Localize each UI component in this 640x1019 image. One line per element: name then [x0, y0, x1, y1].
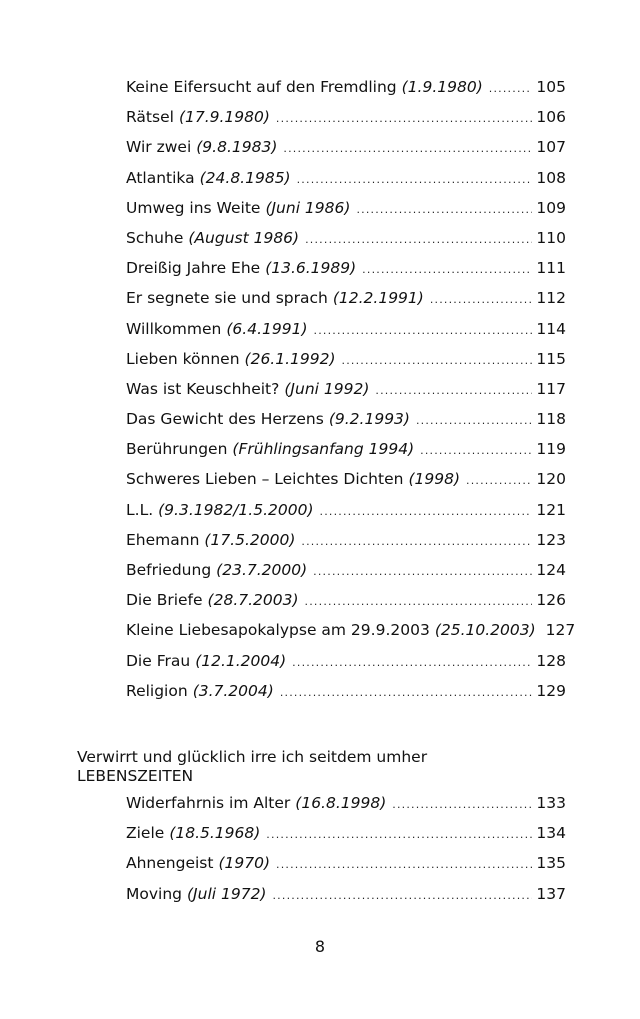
- toc-entry: [126, 78, 566, 108]
- entry-page-number: 119: [536, 440, 566, 459]
- section-heading: [77, 748, 577, 786]
- entry-date: (August 1986): [188, 228, 300, 247]
- toc-list-second: [126, 794, 566, 915]
- dot-leader: [305, 233, 532, 246]
- entry-date: (1970): [218, 854, 270, 873]
- toc-entry: [126, 854, 566, 884]
- dot-leader: [297, 173, 533, 186]
- entry-date: (24.8.1985): [199, 168, 291, 187]
- dot-leader: [416, 414, 532, 427]
- entry-page-number: 133: [536, 794, 566, 812]
- toc-entry: [126, 824, 566, 854]
- entry-date: (28.7.2003): [207, 591, 299, 610]
- entry-date: (17.9.1980): [178, 108, 270, 127]
- entry-title: Was ist Keuschheit?: [126, 379, 280, 398]
- toc-entry: [126, 259, 566, 289]
- entry-page-number: 107: [536, 138, 566, 157]
- entry-page-number: 123: [536, 530, 566, 549]
- section-subtitle: Verwirrt und glücklich irre ich seitdem umher: [77, 748, 428, 766]
- toc-entry: [126, 108, 566, 138]
- entry-title: Die Briefe: [126, 591, 203, 610]
- entry-page-number: 105: [536, 78, 566, 96]
- entry-date: (3.7.2004): [192, 681, 274, 700]
- entry-date: (Juni 1986): [265, 198, 351, 217]
- toc-entry: [126, 350, 566, 380]
- entry-date: (26.1.1992): [244, 349, 336, 368]
- entry-date: (Juni 1992): [284, 379, 370, 398]
- dot-leader: [283, 142, 532, 155]
- dot-leader: [466, 474, 532, 487]
- entry-page-number: 127: [545, 621, 576, 640]
- entry-page-number: 134: [536, 824, 566, 843]
- entry-title: Befriedung: [126, 561, 212, 579]
- entry-title: Ziele: [126, 824, 165, 843]
- entry-date: (13.6.1989): [265, 259, 357, 278]
- entry-title: Keine Eifersucht auf den Fremdling: [126, 78, 397, 96]
- entry-date: (17.5.2000): [204, 530, 296, 549]
- entry-date: (25.10.2003): [434, 621, 536, 640]
- dot-leader: [392, 798, 532, 811]
- entry-title: Umweg ins Weite: [126, 198, 261, 217]
- entry-title: Lieben können: [126, 349, 240, 368]
- entry-page-number: 106: [536, 108, 566, 127]
- page-number: 8: [314, 937, 326, 956]
- entry-page-number: 111: [536, 259, 566, 278]
- toc-entry: [126, 138, 566, 168]
- toc-entry: [126, 885, 566, 915]
- dot-leader: [292, 656, 532, 669]
- entry-title: Wir zwei: [126, 138, 192, 157]
- entry-page-number: 109: [536, 198, 566, 217]
- entry-title: Kleine Liebesapokalypse am 29.9.2003: [126, 621, 430, 640]
- dot-leader: [276, 112, 532, 125]
- dot-leader: [301, 535, 532, 548]
- entry-page-number: 120: [536, 470, 566, 489]
- toc-entry: [126, 591, 566, 621]
- dot-leader: [342, 354, 533, 367]
- entry-page-number: 115: [536, 349, 566, 368]
- entry-page-number: 118: [536, 410, 566, 429]
- entry-page-number: 112: [536, 289, 566, 308]
- entry-title: Religion: [126, 681, 188, 700]
- toc-entry: [126, 380, 566, 410]
- entry-title: Rätsel: [126, 108, 174, 127]
- dot-leader: [314, 324, 533, 337]
- entry-page-number: 114: [536, 319, 566, 338]
- dot-leader: [430, 293, 533, 306]
- entry-title: Die Frau: [126, 651, 191, 670]
- entry-title: Ahnengeist: [126, 854, 214, 873]
- toc-entry: [126, 561, 566, 591]
- entry-date: (23.7.2000): [216, 561, 308, 579]
- entry-page-number: 135: [536, 854, 566, 873]
- entry-date: (12.2.1991): [332, 289, 424, 308]
- dot-leader: [420, 444, 532, 457]
- toc-entry: [126, 410, 566, 440]
- toc-entry: [126, 652, 566, 682]
- entry-page-number: 126: [536, 591, 566, 610]
- entry-date: (9.3.1982/1.5.2000): [158, 500, 314, 519]
- entry-title: Das Gewicht des Herzens: [126, 410, 324, 429]
- entry-page-number: 129: [536, 681, 566, 700]
- toc-entry: [126, 229, 566, 259]
- dot-leader: [375, 384, 532, 397]
- entry-page-number: 110: [536, 228, 566, 247]
- entry-title: L.L.: [126, 500, 154, 519]
- dot-leader: [266, 828, 532, 841]
- toc-entry: [126, 531, 566, 561]
- toc-entry: [126, 794, 566, 824]
- dot-leader: [362, 263, 532, 276]
- dot-leader: [356, 203, 532, 216]
- entry-title: Atlantika: [126, 168, 195, 187]
- toc-entry: [126, 501, 566, 531]
- toc-entry: [126, 470, 566, 500]
- entry-title: Berührungen: [126, 440, 228, 459]
- entry-title: Ehemann: [126, 530, 200, 549]
- entry-date: (9.8.1983): [196, 138, 278, 157]
- entry-date: (Juli 1972): [187, 884, 267, 903]
- entry-date: (16.8.1998): [295, 794, 387, 812]
- entry-title: Moving: [126, 884, 182, 903]
- entry-title: Dreißig Jahre Ehe: [126, 259, 261, 278]
- toc-list-first: [126, 78, 576, 712]
- entry-page-number: 128: [536, 651, 566, 670]
- entry-page-number: 121: [536, 500, 566, 519]
- entry-date: (9.2.1993): [328, 410, 410, 429]
- toc-entry: [126, 621, 576, 651]
- dot-leader: [280, 686, 533, 699]
- entry-date: (12.1.2004): [195, 651, 287, 670]
- entry-title: Willkommen: [126, 319, 222, 338]
- entry-page-number: 117: [536, 379, 566, 398]
- toc-entry: [126, 169, 566, 199]
- section-title: LEBENSZEITEN: [77, 767, 194, 785]
- entry-date: (1998): [408, 470, 460, 489]
- toc-entry: [126, 682, 566, 712]
- toc-entry: [126, 199, 566, 229]
- dot-leader: [320, 505, 533, 518]
- entry-date: (6.4.1991): [226, 319, 308, 338]
- toc-entry: [126, 440, 566, 470]
- entry-title: Schweres Lieben – Leichtes Dichten: [126, 470, 404, 489]
- dot-leader: [313, 565, 532, 578]
- entry-title: Schuhe: [126, 228, 184, 247]
- dot-leader: [272, 889, 532, 902]
- entry-title: Er segnete sie und sprach: [126, 289, 328, 308]
- entry-page-number: 137: [536, 884, 566, 903]
- entry-page-number: 124: [536, 561, 566, 579]
- entry-page-number: 108: [536, 168, 566, 187]
- entry-title: Widerfahrnis im Alter: [126, 794, 291, 812]
- toc-entry: [126, 289, 566, 319]
- toc-entry: [126, 320, 566, 350]
- dot-leader: [276, 858, 532, 871]
- entry-date: (1.9.1980): [401, 78, 483, 96]
- entry-date: (18.5.1968): [169, 824, 261, 843]
- entry-date: (Frühlingsanfang 1994): [232, 440, 415, 459]
- dot-leader: [489, 82, 533, 95]
- dot-leader: [305, 595, 533, 608]
